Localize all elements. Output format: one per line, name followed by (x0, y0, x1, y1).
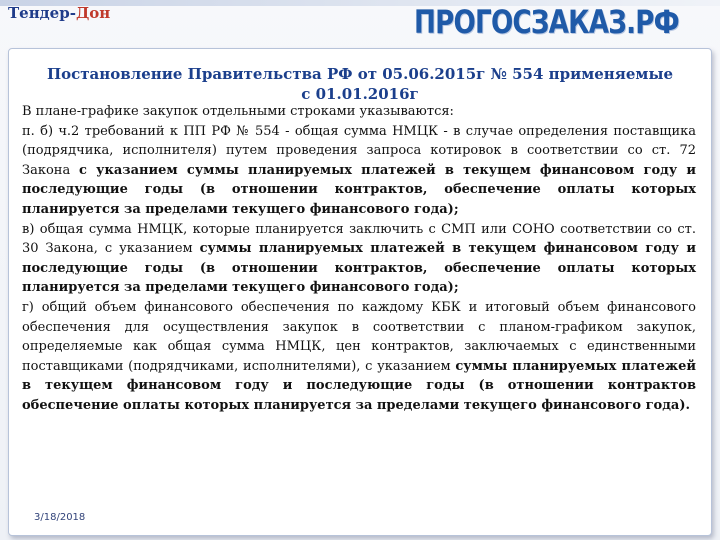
slide-body (22, 102, 696, 416)
item-b-paragraph (22, 122, 696, 220)
slide-date: 3/18/2018 (34, 512, 86, 523)
item-g-paragraph (22, 298, 696, 416)
item-g-bold: суммы планируемых платежей в текущем финансовом году и последующие годы (в отношении контрактов обеспечение оплаты которых планируется за пределами текущего финансового года). (22, 358, 696, 413)
item-g-text: г) общий объем финансового обеспечения по каждому КБК и итоговый объем финансового обеспечения для осуществления закупок в соответствии с планом-графиком закупок, определяемые как общая сумма НМЦК, цен контрактов, заключаемых с единственными поставщиками (подрядчиками, исполнителями), с указанием (22, 299, 696, 374)
item-v-text: в) общая сумма НМЦК, которые планируется заключить с СМП или СОНО соответствии со ст. 30 Закона, с указанием (22, 221, 696, 257)
intro-paragraph: В плане-графике закупок отдельными строками указываются: (22, 104, 454, 119)
slide-title: Постановление Правительства РФ от 05.06.2015г № 554 применяемые с 01.01.2016г (46, 65, 674, 103)
brand-part2: Дон (75, 4, 111, 22)
item-b-text: п. б) ч.2 требований к ПП РФ № 554 - общая сумма НМЦК - в случае определения поставщика (подрядчика, исполнителя) путем проведения запроса котировок в соответствии со ст. 72 Закона (22, 123, 696, 178)
item-b-bold: с указанием суммы планируемых платежей в текущем финансовом году и последующие годы (в отношении контрактов, обеспечение оплаты которых планируется за пределами текущего финансового года); (22, 162, 696, 217)
item-v-bold: суммы планируемых платежей в текущем финансовом году и последующие годы (в отношении контрактов, обеспечение оплаты которых планируется за пределами текущего финансового года); (22, 241, 696, 296)
brand-title (8, 4, 110, 22)
item-v-paragraph (22, 220, 696, 298)
brand-part1: Тендер- (8, 4, 76, 22)
progoszakaz-logo: ПРОГОСЗАКАЗ.РФ (414, 3, 679, 41)
